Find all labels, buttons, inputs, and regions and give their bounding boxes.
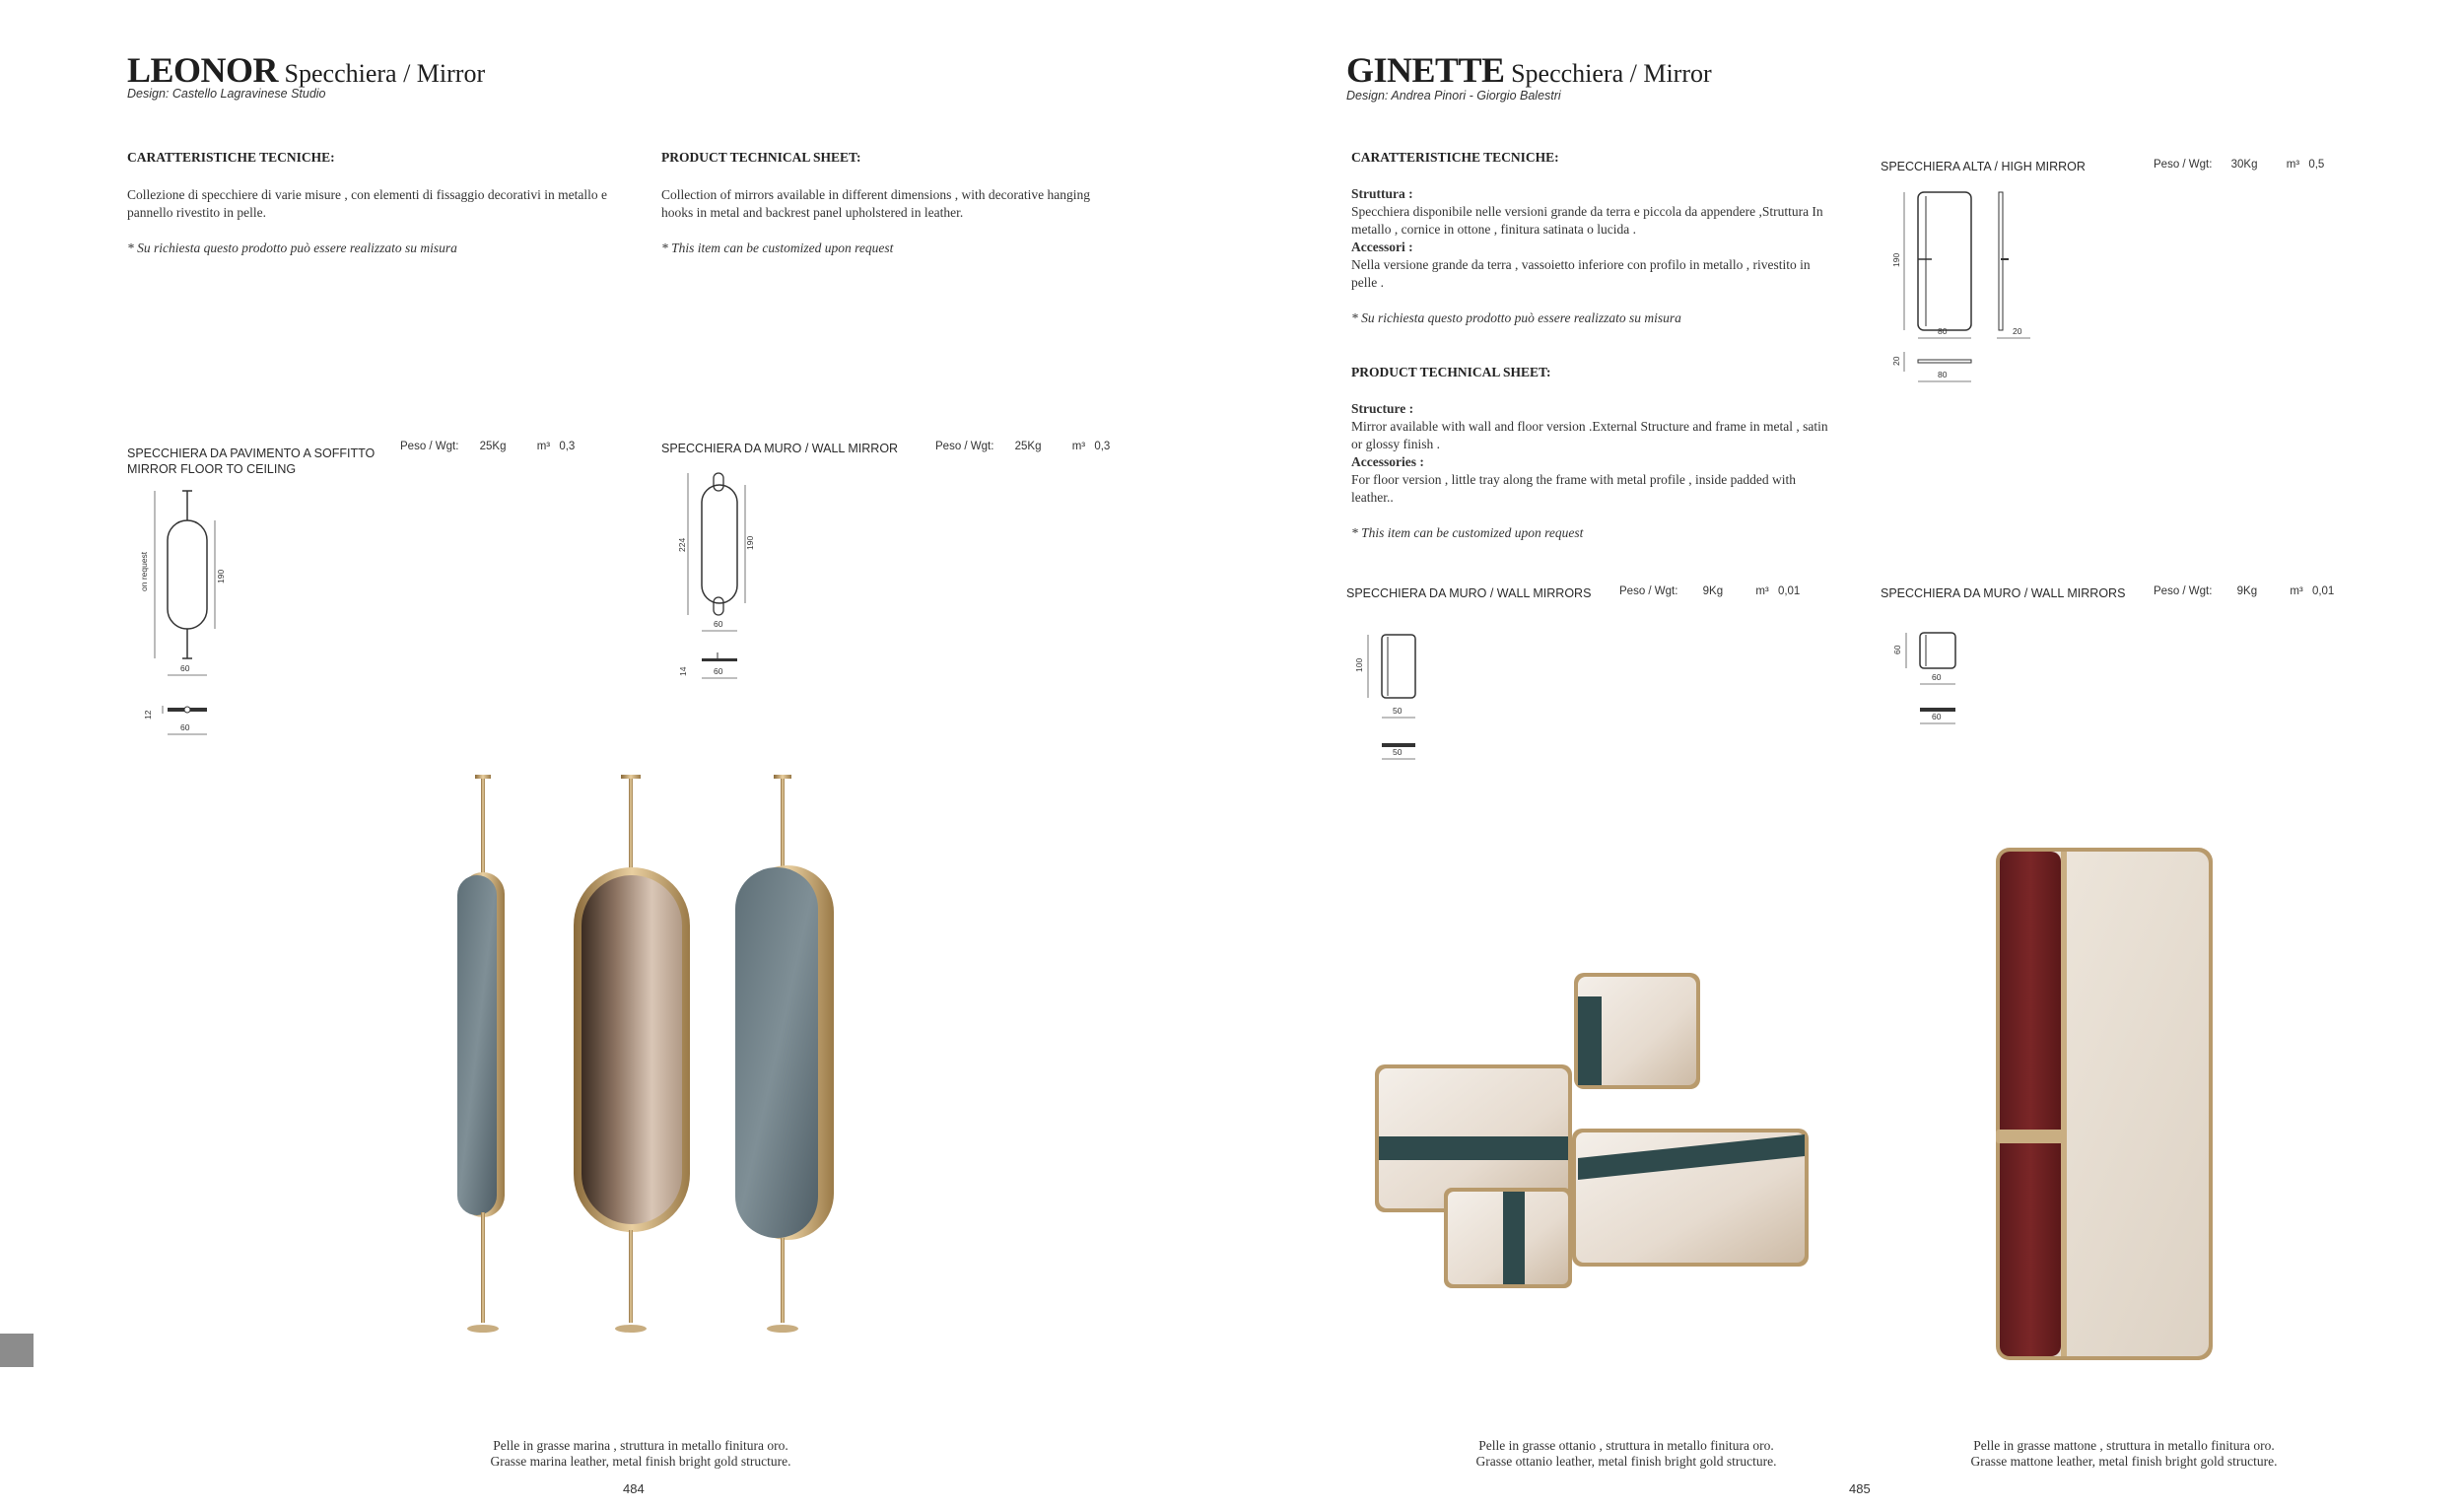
designer-credit: Design: Castello Lagravinese Studio	[127, 87, 326, 101]
weight-label: Peso / Wgt:	[1619, 585, 1678, 597]
volume-value: 0,01	[1777, 585, 1801, 597]
en-heading: PRODUCT TECHNICAL SHEET:	[661, 150, 861, 165]
weight-label: Peso / Wgt:	[2154, 159, 2213, 171]
it-description	[127, 186, 620, 257]
volume-label: m³	[2286, 159, 2300, 171]
dim-height: 190	[1891, 252, 1901, 267]
dim-width2: 80	[1938, 370, 1948, 379]
caption-line2: Grasse mattone leather, metal finish bright gold structure.	[1970, 1454, 2278, 1469]
en-description	[661, 186, 1125, 257]
dim-width: 60	[1932, 672, 1942, 682]
dim-side: on request	[139, 551, 149, 591]
leonor-product-photo	[434, 759, 848, 1370]
product-floor-ceiling-specs	[400, 441, 575, 452]
dim-depth: 14	[678, 666, 688, 676]
volume-value: 0,01	[2311, 585, 2335, 597]
product-floor-ceiling-name	[127, 446, 375, 477]
dim-width: 50	[1393, 706, 1403, 716]
volume-value: 0,3	[1094, 441, 1111, 452]
product-name-line2: MIRROR FLOOR TO CEILING	[127, 462, 297, 476]
product-wall-mirrors-1-specs	[1619, 585, 1800, 597]
it-note: * Su richiesta questo prodotto può essere realizzato su misura	[1351, 310, 1681, 325]
dim-height: 60	[1892, 645, 1902, 654]
it-heading: CARATTERISTICHE TECNICHE:	[127, 150, 335, 165]
accessories-text: For floor version , little tray along the frame with metal profile , inside padded with leather..	[1351, 472, 1797, 505]
it-note: * Su richiesta questo prodotto può essere realizzato su misura	[127, 240, 457, 255]
volume-label: m³	[1071, 441, 1086, 452]
structure-text: Mirror available with wall and floor version .External Structure and frame in metal , satin or glossy finish .	[1351, 419, 1828, 451]
en-heading: PRODUCT TECHNICAL SHEET:	[1351, 365, 1551, 379]
volume-label: m³	[1755, 585, 1769, 597]
product-subtitle: Specchiera / Mirror	[284, 59, 486, 88]
accessori-text: Nella versione grande da terra , vassoietto inferiore con profilo in metallo , rivestito in pelle .	[1351, 257, 1811, 290]
product-high-mirror-name: SPECCHIERA ALTA / HIGH MIRROR	[1881, 160, 2086, 173]
wall-mirror-drawing	[670, 463, 769, 690]
dim-width: 80	[1938, 326, 1948, 336]
volume-label: m³	[2290, 585, 2303, 597]
product-high-mirror-specs	[2154, 159, 2324, 171]
page-number-right: 485	[1849, 1481, 1871, 1496]
en-note: * This item can be customized upon request	[661, 240, 894, 255]
product-wall-mirrors-2-name: SPECCHIERA DA MURO / WALL MIRRORS	[1881, 586, 2126, 600]
leonor-caption	[335, 1438, 946, 1470]
caption-line1: Pelle in grasse marina , struttura in metallo finitura oro.	[493, 1438, 788, 1453]
dim-depth: 12	[143, 710, 153, 720]
en-note: * This item can be customized upon request	[1351, 525, 1584, 540]
dim-width2: 60	[1932, 712, 1942, 721]
page-number-left: 484	[623, 1481, 645, 1496]
dim-total: 224	[677, 537, 687, 552]
volume-value: 0,5	[2308, 159, 2325, 171]
product-wall-mirrors-1-name: SPECCHIERA DA MURO / WALL MIRRORS	[1346, 586, 1592, 600]
struttura-text: Specchiera disponibile nelle versioni grande da terra e piccola da appendere ,Struttura In metallo , cornice in ottone , finitura satinata o lucida .	[1351, 204, 1823, 237]
ginette-wall-mirrors-photo	[1365, 961, 1828, 1296]
product-wall-mirrors-2-specs	[2154, 585, 2334, 597]
product-subtitle: Specchiera / Mirror	[1511, 59, 1712, 88]
ginette-high-mirror-photo	[1986, 838, 2223, 1370]
weight-value: 30Kg	[2230, 159, 2258, 171]
leonor-title	[127, 50, 486, 90]
dim-height: 190	[745, 535, 755, 550]
dim-depth: 20	[1891, 356, 1901, 366]
volume-value: 0,3	[559, 441, 576, 452]
caption-line2: Grasse marina leather, metal finish bright gold structure.	[490, 1454, 791, 1469]
section-tab	[0, 1334, 34, 1367]
it-text: Collezione di specchiere di varie misure , con elementi di fissaggio decorativi in metallo e pannello rivestito in pelle.	[127, 187, 607, 220]
weight-value: 25Kg	[1014, 441, 1042, 452]
dim-height: 100	[1354, 657, 1364, 672]
product-wall-mirror-name: SPECCHIERA DA MURO / WALL MIRROR	[661, 442, 899, 455]
accessories-label: Accessories :	[1351, 454, 1424, 469]
ginette-caption-2	[1878, 1438, 2370, 1470]
weight-value: 25Kg	[479, 441, 507, 452]
wall-mirrors-2-drawing	[1882, 621, 1981, 749]
weight-value: 9Kg	[1702, 585, 1724, 597]
designer-credit: Design: Andrea Pinori - Giorgio Balestri	[1346, 89, 1561, 103]
it-description	[1351, 185, 1839, 327]
en-description	[1351, 400, 1839, 542]
high-mirror-drawing	[1882, 182, 2030, 389]
weight-label: Peso / Wgt:	[2154, 585, 2213, 597]
accessori-label: Accessori :	[1351, 240, 1413, 254]
weight-label: Peso / Wgt:	[935, 441, 994, 452]
volume-label: m³	[536, 441, 551, 452]
product-brand: GINETTE	[1346, 50, 1505, 90]
wall-mirrors-1-drawing	[1346, 621, 1455, 769]
dim-width2: 50	[1393, 747, 1403, 757]
product-name-line1: SPECCHIERA DA PAVIMENTO A SOFFITTO	[127, 446, 376, 460]
weight-value: 9Kg	[2236, 585, 2258, 597]
product-wall-mirror-specs	[935, 441, 1110, 452]
caption-line2: Grasse ottanio leather, metal finish bright gold structure.	[1475, 1454, 1777, 1469]
structure-label: Structure :	[1351, 401, 1414, 416]
dim-width: 60	[714, 619, 723, 629]
caption-line1: Pelle in grasse ottanio , struttura in metallo finitura oro.	[1478, 1438, 1774, 1453]
struttura-label: Struttura :	[1351, 186, 1413, 201]
en-text: Collection of mirrors available in different dimensions , with decorative hanging hooks in metal and backrest panel upholstered in leather.	[661, 187, 1091, 220]
floor-ceiling-drawing	[133, 483, 241, 739]
ginette-title	[1346, 50, 1712, 90]
ginette-caption-1	[1380, 1438, 1873, 1470]
dim-width2: 60	[714, 666, 723, 676]
dim-width2: 60	[180, 722, 190, 732]
dim-width: 60	[180, 663, 190, 673]
it-heading: CARATTERISTICHE TECNICHE:	[1351, 150, 1559, 165]
weight-label: Peso / Wgt:	[400, 441, 459, 452]
dim-side: 20	[2013, 326, 2022, 336]
caption-line1: Pelle in grasse mattone , struttura in metallo finitura oro.	[1973, 1438, 2275, 1453]
product-brand: LEONOR	[127, 50, 279, 90]
dim-height: 190	[216, 569, 226, 583]
